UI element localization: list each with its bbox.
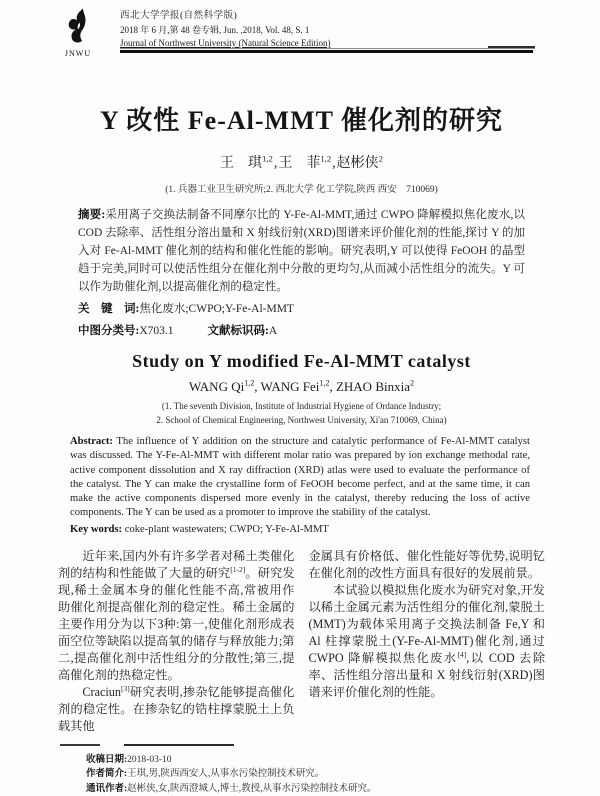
paragraph: Craciun[3]研究表明,掺杂钇能够提高催化剂的稳定性。在掺杂钇的锆柱撑蒙脱土上负载其他 [58,683,295,733]
author-en-3: ZHAO Binxia$^2$ [335,378,415,394]
author-affil-sup: 1,2 [244,378,255,388]
citation-sup: [4] [457,649,467,659]
keywords-en-text: coke-plant wastewaters; CWPO; Y-Fe-Al-MMT [124,523,329,535]
abstract-cn-text: 采用离子交换法制备不同摩尔比的 Y-Fe-Al-MMT,通过 CWPO 降解模拟焦化废水,以 COD 去除率、活性组分溶出量和 X 射线衍射(XRD)图谱来评价催化剂的性能,探讨 Y 的加入对 Fe-Al-MMT 催化剂的结构和催化性能的影响。研究表明,Y 可以使得 FeOOH 的晶型趋于完美,同时可以使活性组分在催化剂中分散的更均匀,从而减小活性组分的流失。Y 可以作为助催化剂,以提高催化剂的稳定性。 [78,209,525,293]
author-separator: , [332,156,336,171]
masthead-rule-thin [120,48,535,49]
citation-sup: [1-2] [230,564,246,574]
doc-code-value: A [268,325,278,337]
clc-value: X703.1 [139,325,174,337]
author-cn-3: 赵彬侠$^2$ [336,153,384,171]
right-column [309,548,546,735]
article-title-en: Study on Y modified Fe-Al-MMT catalyst [132,351,471,371]
authors-en [58,379,545,395]
affiliation-en-line1: (1. The seventh Division, Institute of Industrial Hygiene of Ordance Industry; [161,401,442,411]
authors-cn [58,152,545,172]
keywords-cn-label: 关 键 词: [78,303,140,315]
footnote-rule-long [124,744,234,746]
footnote [58,744,545,796]
author-separator: , [273,156,278,171]
keywords-cn-text: 焦化废水;CWPO;Y-Fe-Al-MMT [139,303,294,315]
paragraph: 金属具有价格低、催化性能好等优势,说明钇在催化剂的改性方面具有很好的发展前景。 [308,548,545,580]
body-columns [58,548,545,735]
author-affil-sup: 1,2 [320,153,332,164]
article-title-cn: Y 改性 Fe-Al-MMT 催化剂的研究 [99,106,503,135]
author-affil-sup: 2 [410,378,415,388]
corresponding-author-row: 通讯作者:赵彬侠,女,陕西澄城人,博士,教授,从事水污染控制技术研究。 [86,783,377,794]
affiliation-cn: (1. 兵器工业卫生研究所;2. 西北大学 化工学院,陕西 西安 710069) [165,185,438,195]
masthead [58,6,545,58]
received-date-row: 收稿日期:2018-03-10 [86,754,172,765]
author-bio-row: 作者简介:王琪,男,陕西西安人,从事水污染控制技术研究。 [86,769,325,780]
jnwu-logo-icon [63,7,93,45]
abstract-cn [78,206,525,296]
author-en-1: WANG Qi$^{1,2}$ [188,378,255,394]
doc-code-label: 文献标识码: [207,325,269,337]
paragraph: 近年来,国内外有许多学者对稀土类催化剂的结构和性能做了大量的研究[1-2]。研究发现,稀土金属本身的催化性能不高,常被用作助催化剂提高催化剂的稳定性。稀土金属的主要作用分为以下3种:第一,使催化剂形成表面空位等缺陷以提高氧的储存与释放能力;第二,提高催化剂中活性组分的分散性;第三,提高催化剂的热稳定性。 [58,548,295,682]
author-affil-sup: 1,2 [319,378,330,388]
journal-name-en: Journal of Northwest University (Natural Science Edition) [120,38,331,48]
abstract-cn-label: 摘要: [78,209,106,221]
author-cn-1: 王 琪$^{1,2}$ [219,153,273,171]
left-column [58,548,295,735]
keywords-en-label: Key words: [70,523,123,535]
author-en-2: WANG Fei$^{1,2}$ [260,378,330,394]
keywords-en [70,524,530,535]
journal-name-cn: 西北大学学报(自然科学版) [120,11,238,21]
clc-label: 中图分类号: [78,325,140,337]
footnote-separator [58,744,545,747]
abstract-en-text: The influence of Y addition on the structure and catalytic performance of Fe-Al-MMT catalyst was discussed. The Y-Fe-Al-MMT with different molar ratio was prepared by ion exchange methodal rate, active component dissolution and X ray diffraction (XRD) atlas were used to evaluate the performance of the catalyst. The Y can make the crystalline form of FeOOH become perfect, and at the same time, it can make the active components dispersed more evenly in the catalyst, thereby reducing the loss of active components. The Y can be used as a promoter to improve the stability of the catalyst. [70,436,530,519]
author-separator: , [329,379,336,394]
keywords-cn [78,300,525,316]
affiliation-en [58,400,545,427]
citation-sup: [3] [120,683,130,693]
journal-logo [58,7,98,58]
footnote-rule-short [60,744,100,746]
affiliation-en-line2: 2. School of Chemical Engineering, Northwest University, Xi'an 710069, China) [156,414,447,425]
author-cn-2: 王 菲$^{1,2}$ [278,153,332,171]
jnwu-logo-text: JNWU [64,49,92,58]
masthead-rule-thick [120,50,533,53]
author-separator: , [254,379,261,394]
footnote-rows [58,753,545,796]
classification-line [78,322,525,338]
masthead-text [120,7,330,48]
author-affil-sup: 1,2 [261,153,273,164]
abstract-en-label: Abstract: [70,436,113,447]
abstract-en [70,435,530,521]
masthead-rule-stub [488,46,535,48]
paragraph: 本试验以模拟焦化废水为研究对象,开发以稀土金属元素为活性组分的催化剂,蒙脱土(MMT)为载体采用离子交换法制备 Fe,Y 和 Al 柱撑蒙脱土(Y-Fe-Al-MMT)催化剂,通过 CWPO 降解模拟焦化废水[4],以 COD 去除率、活性组分溶出量和 X 射线衍射(XRD)图谱来评价催化剂的性能。 [308,582,546,699]
journal-issue-info: 2018 年 6 月,第 48 卷专辑, Jun. ,2018, Vol. 48, S. 1 [120,25,310,35]
author-affil-sup: 2 [378,153,384,164]
